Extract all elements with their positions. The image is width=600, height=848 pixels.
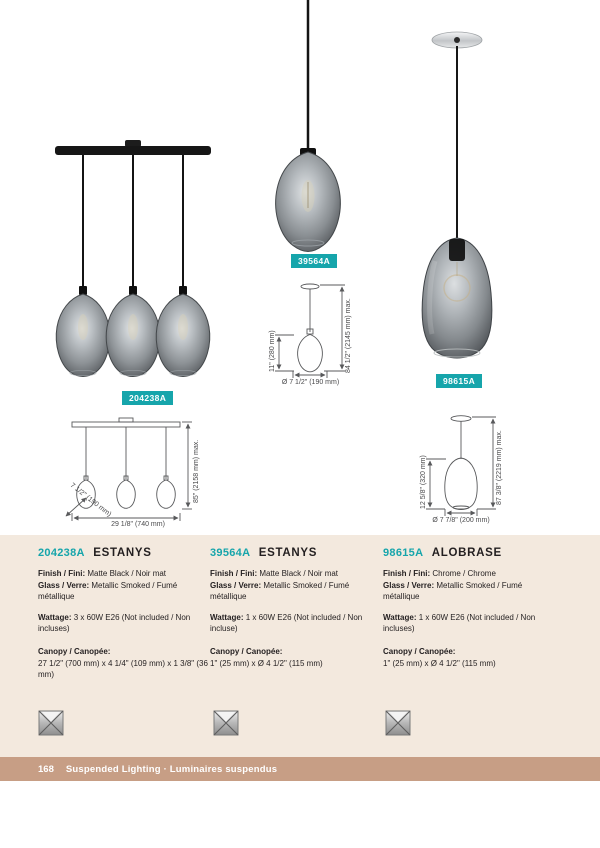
wattage-value: 1 x 60W E26 (Not included / Non incluses)	[383, 612, 536, 634]
product-name: ESTANYS	[258, 547, 318, 559]
glass-symbol-icon	[385, 710, 411, 736]
finish-line	[210, 568, 380, 580]
glass-label: Glass / Verre:	[38, 580, 90, 590]
glass-line	[38, 580, 208, 603]
finish-line	[383, 568, 553, 580]
wattage-value: 1 x 60W E26 (Not included / Non incluse)	[210, 612, 363, 634]
dim-height-98615A: 87 3/8" (2219 mm) max.	[496, 430, 503, 505]
wattage-label: Wattage:	[383, 612, 417, 622]
finish-line	[38, 568, 208, 580]
dim-diameter-98615A: Ø 7 7/8" (200 mm)	[432, 517, 490, 524]
sku-badge-98615A: 98615A	[436, 374, 482, 388]
canopy-value: 1" (25 mm) x Ø 4 1/2" (115 mm)	[383, 658, 496, 668]
product-name: ESTANYS	[93, 547, 152, 559]
dimension-drawing-chrome	[423, 415, 499, 517]
wattage-label: Wattage:	[38, 612, 72, 622]
dim-diameter-39564A: Ø 7 1/2" (190 mm)	[281, 379, 340, 386]
finish-label: Finish / Fini:	[210, 569, 258, 578]
pendant-photo-single	[266, 0, 351, 253]
dim-glass-height-98615A: 12 5/8" (320 mm)	[420, 455, 427, 509]
canopy-label: Canopy / Canopée:	[210, 646, 283, 656]
finish-label: Finish / Fini:	[38, 569, 86, 578]
finish-value: Chrome / Chrome	[432, 569, 496, 578]
canopy-value: 1" (25 mm) x Ø 4 1/2" (115 mm)	[210, 658, 323, 668]
dim-width-204238A: 29 1/8" (740 mm)	[111, 521, 165, 528]
canopy-label: Canopy / Canopée:	[383, 646, 456, 656]
glass-symbol-icon	[38, 710, 64, 736]
dim-height-39564A: 84 1/2" (2145 mm) max.	[345, 298, 352, 373]
sku-badge-204238A: 204238A	[122, 391, 173, 405]
footer-title: Suspended Lighting · Luminaires suspendus	[65, 763, 278, 775]
product-details-98615A	[383, 543, 553, 669]
product-code: 98615A	[383, 547, 424, 559]
wattage-value: 3 x 60W E26 (Not included / Non incluses)	[38, 612, 191, 634]
pendant-photo-3-light	[33, 128, 233, 390]
pendant-photo-chrome	[405, 26, 510, 374]
canopy-value: 27 1/2" (700 mm) x 4 1/4" (109 mm) x 1 3/8" (36 mm)	[38, 658, 208, 680]
product-heading	[210, 543, 380, 561]
product-heading	[383, 543, 553, 561]
glass-value: Metallic Smoked / Fumé métallique	[383, 580, 523, 602]
dim-height-204238A: 85" (2158 mm) max.	[193, 439, 200, 503]
glass-label: Glass / Verre:	[383, 580, 435, 590]
wattage-line	[383, 612, 553, 635]
product-code: 39564A	[210, 547, 251, 559]
product-heading	[38, 543, 208, 561]
product-details-204238A	[38, 543, 208, 681]
wattage-line	[38, 612, 208, 635]
product-details-39564A	[210, 543, 380, 669]
glass-value: Metallic Smoked / Fumé métallique	[210, 580, 350, 602]
dim-depth-204238A: 7 1/2" (190 mm)	[68, 482, 113, 519]
glass-symbol-icon	[213, 710, 239, 736]
finish-value: Matte Black / Noir mat	[87, 569, 167, 578]
sku-badge-39564A: 39564A	[291, 254, 337, 268]
dimension-drawing-single	[272, 283, 348, 379]
footer-band	[0, 757, 600, 781]
finish-label: Finish / Fini:	[383, 569, 431, 578]
glass-line	[383, 580, 553, 603]
glass-label: Glass / Verre:	[210, 580, 262, 590]
page-number: 168	[38, 763, 54, 775]
product-name: ALOBRASE	[431, 547, 502, 559]
finish-value: Matte Black / Noir mat	[259, 569, 339, 578]
glass-value: Metallic Smoked / Fumé métallique	[38, 580, 178, 602]
dimension-drawing-3-light	[58, 418, 194, 522]
wattage-label: Wattage:	[210, 612, 244, 622]
wattage-line	[210, 612, 380, 635]
canopy-label: Canopy / Canopée:	[38, 646, 111, 656]
dim-glass-height-39564A: 11" (280 mm)	[269, 330, 276, 372]
product-code: 204238A	[38, 547, 85, 559]
glass-line	[210, 580, 380, 603]
